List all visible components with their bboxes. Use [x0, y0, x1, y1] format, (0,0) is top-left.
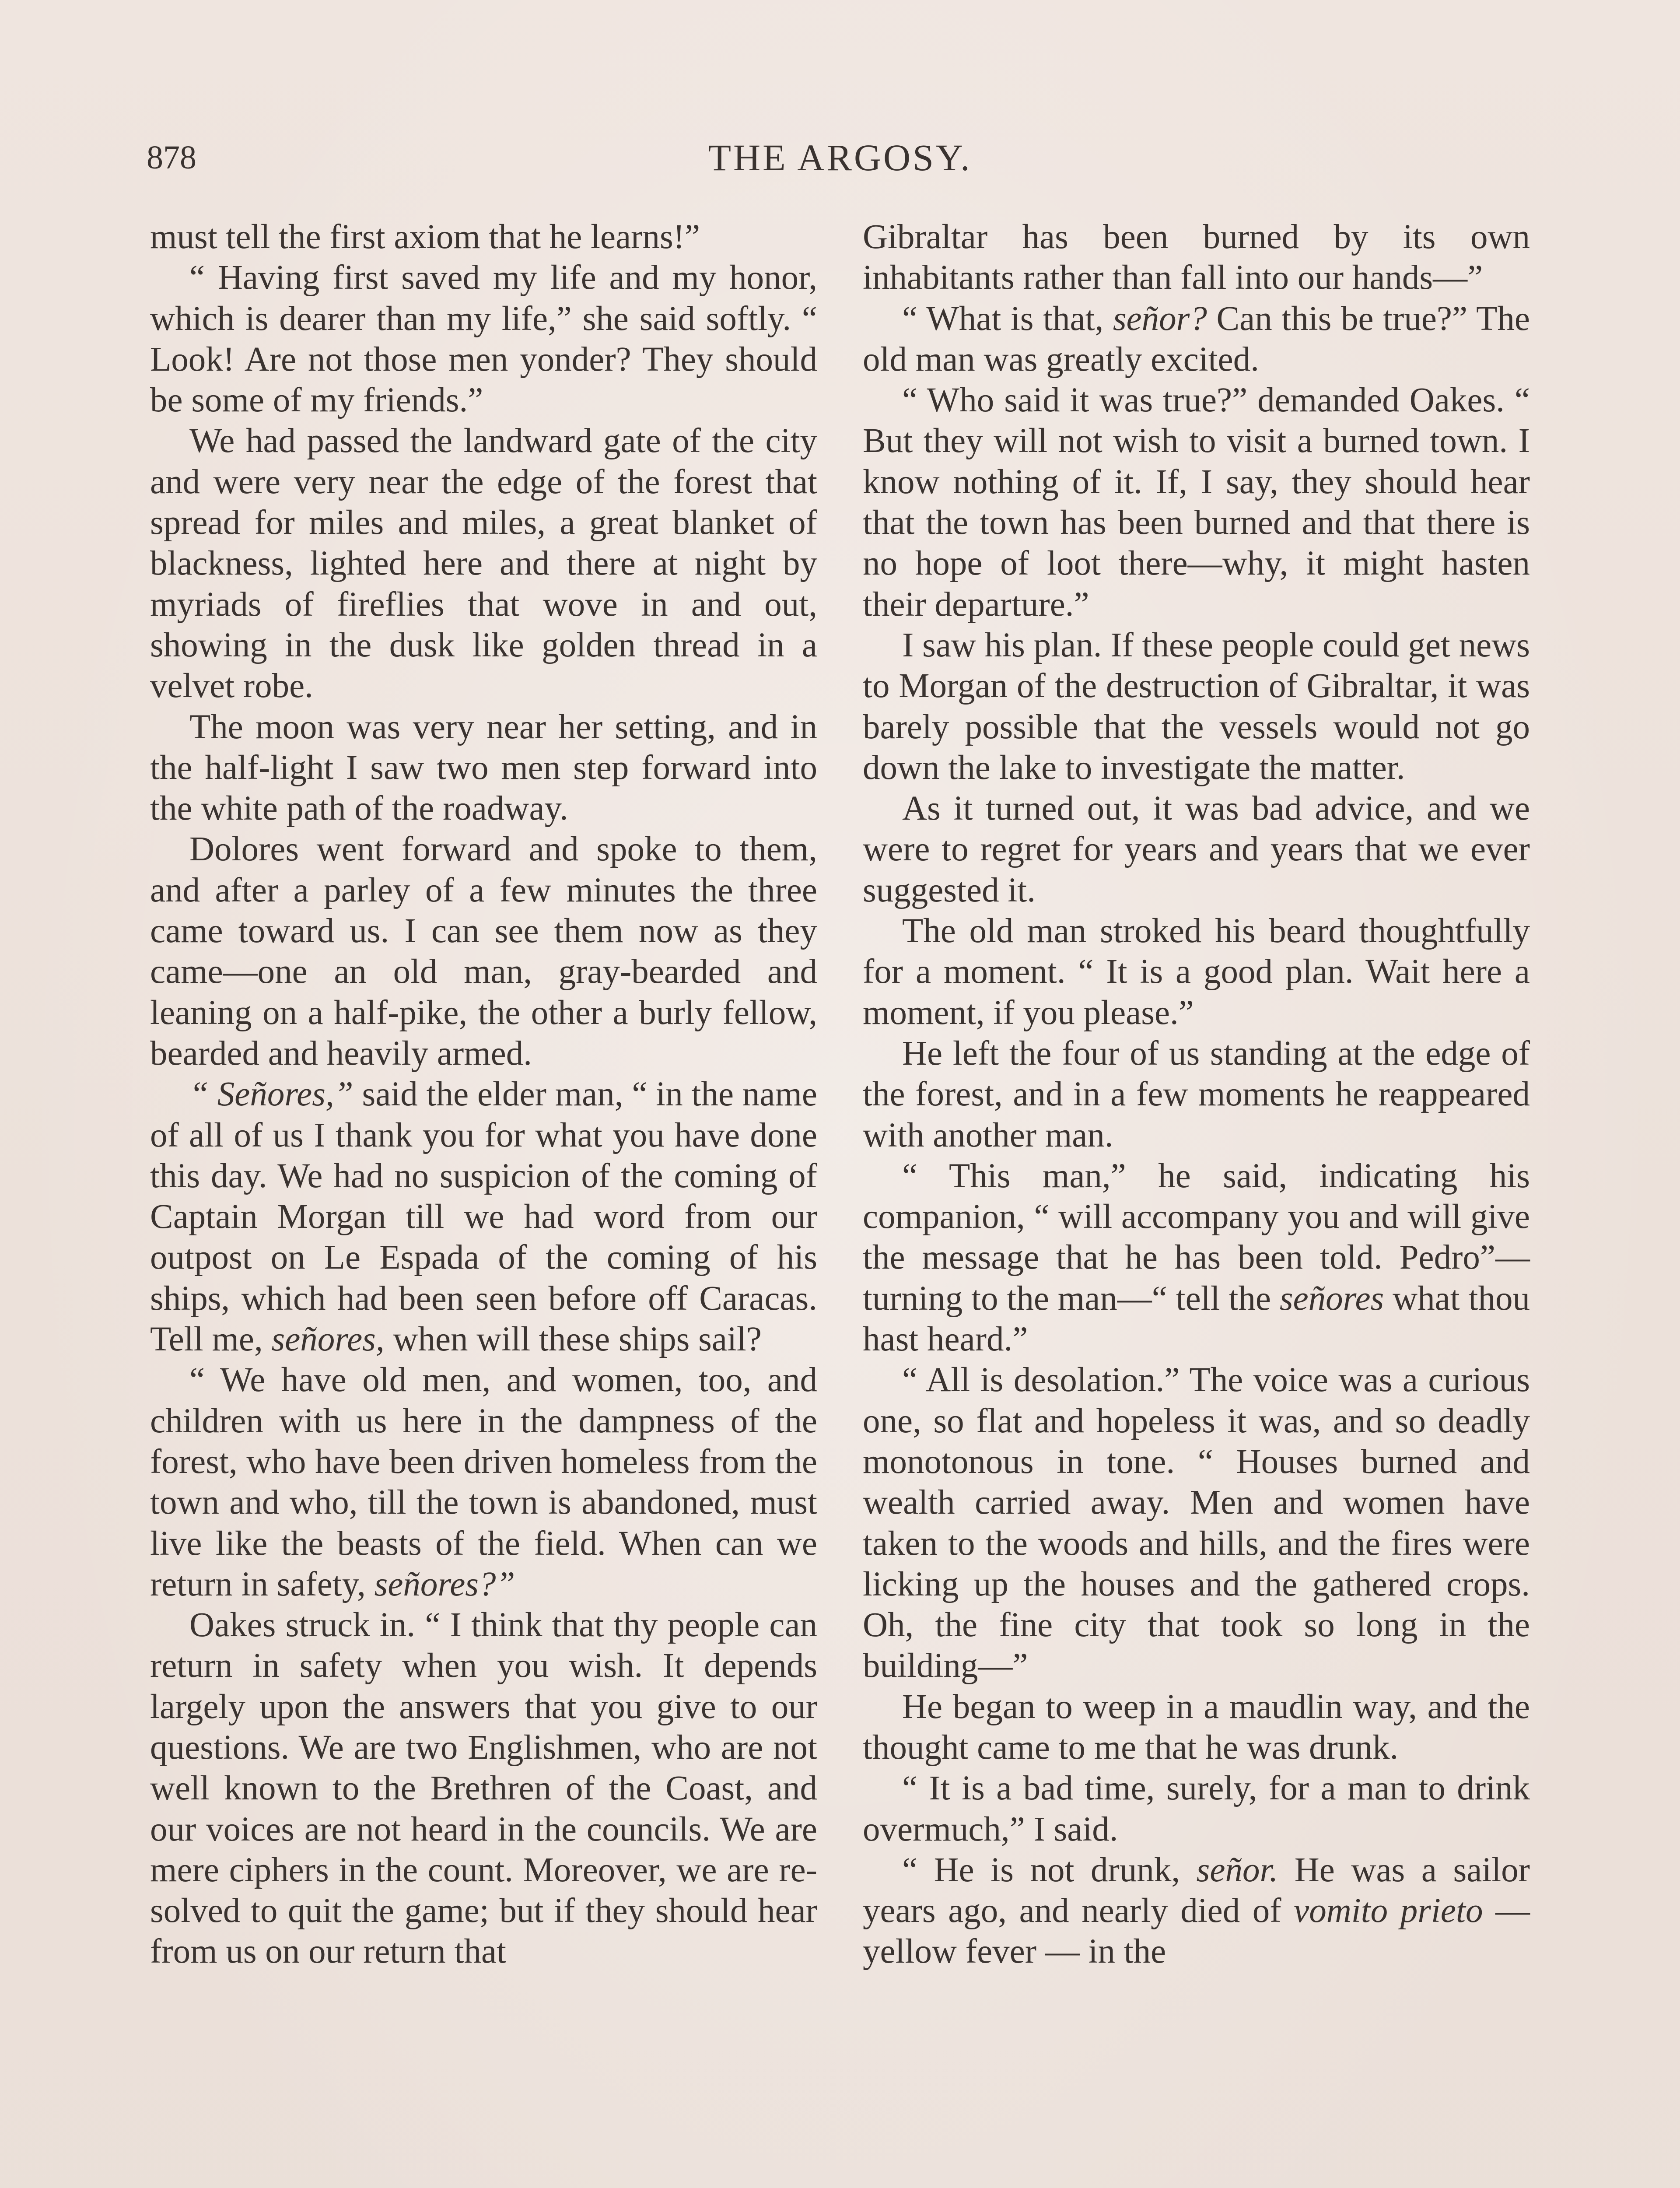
italic-text: “ Señores,” [189, 1075, 354, 1114]
paragraph [863, 1360, 1530, 1686]
text-run: “ It is a bad time, surely, for a man to drink overmuch,” I said. [863, 1769, 1530, 1848]
text-run: — yellow fever — in the [863, 1892, 1530, 1971]
paragraph [150, 421, 817, 706]
right-text-column [863, 217, 1530, 1972]
text-run: Can this be true?” The old man was greatly excited. [863, 299, 1530, 379]
paragraph [863, 1850, 1530, 1972]
text-run: “ Who said it was true?” demanded Oakes. “ But they will not wish to visit a burned town. I know nothing of it. If, I say, they should hear that the town has been burned and that there is no hope of loot there—why, it might hasten their departure.” [863, 381, 1530, 624]
text-run: “ This man,” he said, indicating his companion, “ will accompany you and will give the message that he has been told. Pedro”—turning to the man—“ tell the [863, 1157, 1530, 1318]
running-title: THE ARGOSY. [708, 137, 972, 179]
text-run: He left the four of us standing at the edge of the forest, and in a few moments he reappeared with another man. [863, 1034, 1530, 1154]
paragraph [150, 217, 817, 257]
text-run: Gibraltar has been burned by its own inhabitants rather than fall into our hands—” [863, 218, 1530, 297]
text-run: “ Having first saved my life and my honor, which is dearer than my life,” she said softly. “ Look! Are not those men yonder? They should be some of my friends.” [150, 259, 817, 420]
paragraph [150, 1605, 817, 1972]
text-run: “ We have old men, and women, too, and children with us here in the dampness of the forest, who have been driven homeless from the town and who, till the town is abandoned, must live like the beasts of the field. When can we return in safety, [150, 1361, 817, 1603]
italic-text: vomito prieto [1294, 1892, 1483, 1930]
page-number: 878 [147, 139, 196, 176]
text-run: Dolores went forward and spoke to them, and after a parley of a few minutes the three came toward us. I can see them now as they came—one an old man, gray-bearded and leaning on a half-pike, the other a burly fellow, bearded and heavily armed. [150, 830, 817, 1073]
paragraph [863, 1033, 1530, 1156]
paragraph [150, 1074, 817, 1360]
paragraph [150, 707, 817, 829]
italic-text: señores [1279, 1279, 1384, 1318]
paragraph [863, 1156, 1530, 1360]
italic-text: señores, [271, 1320, 385, 1359]
paragraph [863, 298, 1530, 380]
left-text-column [150, 217, 817, 1972]
text-run: Oakes struck in. “ I think that thy people can return in safety when you wish. It depends largely upon the answers that you give to our questions. We are two Englishmen, who are not well known to the Brethren of the Coast, and our voices are not heard in the councils. We are mere ciphers in the count. Moreover, we are resolved to quit the game; but if they should hear from us on our return that [150, 1606, 817, 1971]
paragraph [863, 788, 1530, 911]
paragraph [863, 911, 1530, 1033]
text-run: must tell the first axiom that he learns!” [150, 218, 700, 256]
text-run: “ What is that, [902, 299, 1113, 338]
paragraph [863, 625, 1530, 788]
italic-text: señor? [1113, 299, 1207, 338]
paragraph [863, 1687, 1530, 1768]
paragraph [863, 1768, 1530, 1850]
text-run: He was a sailor years ago, and nearly died of [863, 1851, 1530, 1930]
paragraph [150, 257, 817, 421]
paragraph [150, 829, 817, 1074]
text-run: He began to weep in a maudlin way, and the thought came to me that he was drunk. [863, 1687, 1530, 1767]
text-run: The moon was very near her setting, and in the half-light I saw two men step forward into the white path of the roadway. [150, 708, 817, 828]
paragraph [863, 380, 1530, 625]
paragraph [863, 217, 1530, 298]
text-run: “ He is not drunk, [902, 1851, 1197, 1889]
text-run: The old man stroked his beard thoughtfully for a moment. “ It is a good plan. Wait here a moment, if you please.” [863, 912, 1530, 1032]
paragraph [150, 1360, 817, 1605]
text-run: I saw his plan. If these people could get news to Morgan of the destruction of Gibraltar, it was barely possible that the vessels would not go down the lake to investigate the matter. [863, 626, 1530, 787]
running-head [147, 133, 1533, 182]
italic-text: señores?” [374, 1565, 515, 1603]
text-run: what thou hast heard.” [863, 1279, 1530, 1359]
text-run: As it turned out, it was bad advice, and we were to regret for years and years that we ever suggested it. [863, 789, 1530, 909]
text-run: “ All is desolation.” The voice was a curious one, so flat and hopeless it was, and so deadly monotonous in tone. “ Houses burned and wealth carried away. Men and women have taken to the woods and hills, and the fires were licking up the houses and the gathered crops. Oh, the fine city that took so long in the building—” [863, 1361, 1530, 1685]
text-run: said the elder man, “ in the name of all of us I thank you for what you have done this day. We had no suspicion of the coming of Captain Morgan till we had word from our outpost on Le Espada of the coming of his ships, which had been seen before off Caracas. Tell me, [150, 1075, 817, 1359]
text-run: We had passed the landward gate of the city and were very near the edge of the forest that spread for miles and miles, a great blanket of blackness, lighted here and there at night by myriads of fireflies that wove in and out, showing in the dusk like golden thread in a velvet robe. [150, 422, 817, 705]
text-run: when will these ships sail? [384, 1320, 762, 1359]
italic-text: señor. [1196, 1851, 1278, 1889]
